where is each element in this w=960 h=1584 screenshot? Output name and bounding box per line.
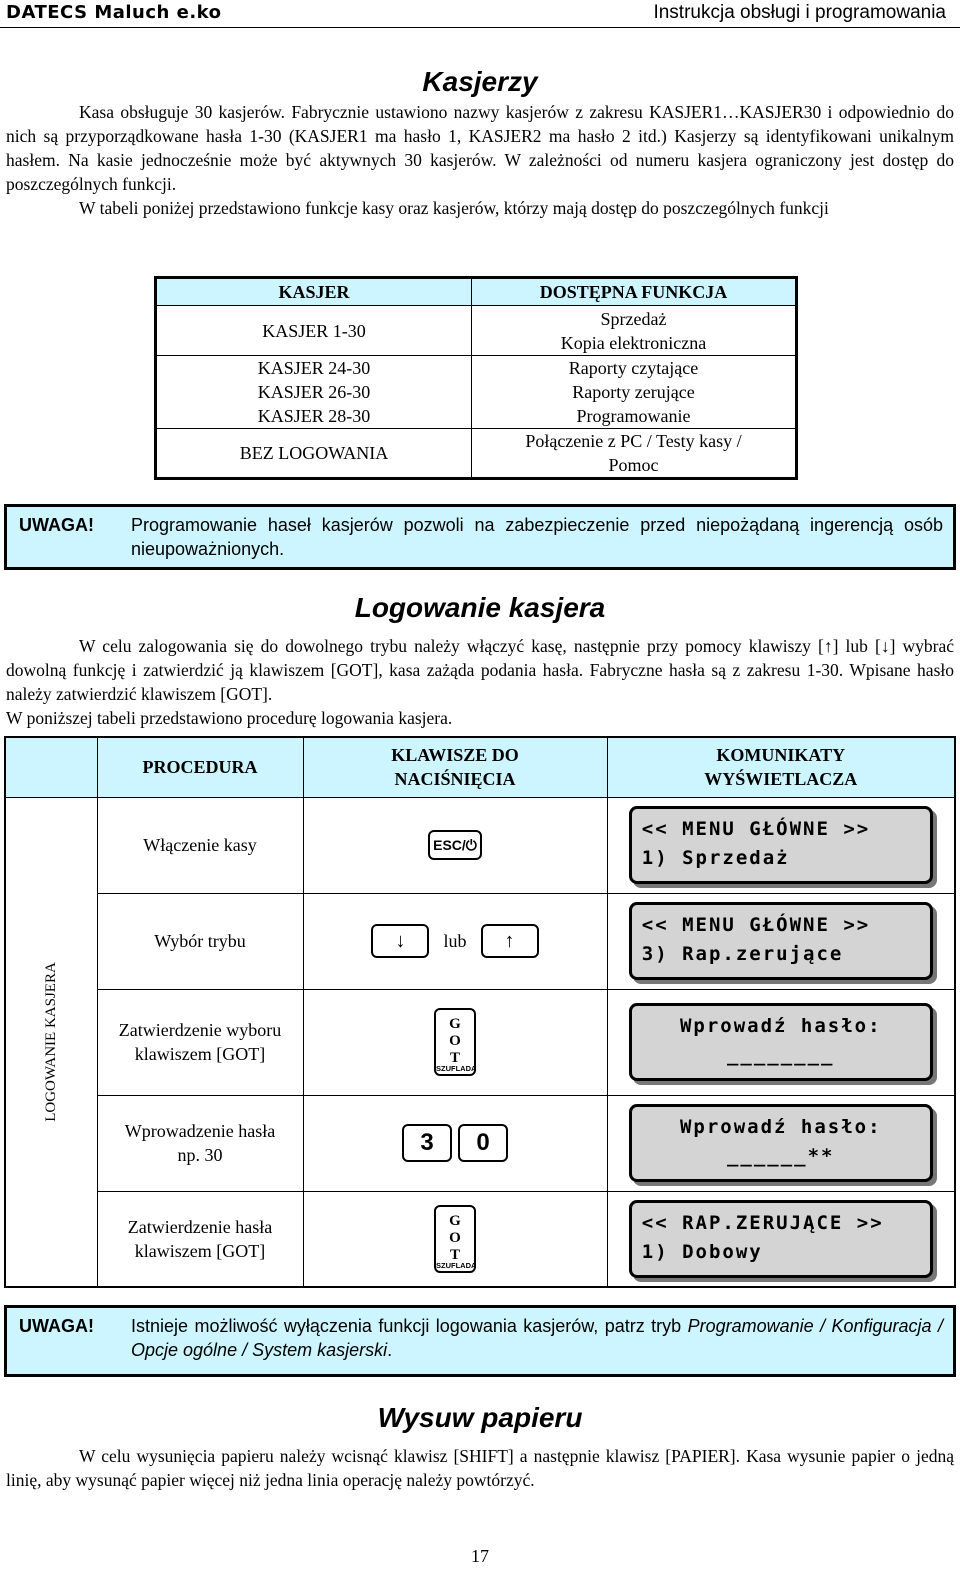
procedure-cell: Wybór trybu (97, 893, 303, 989)
table-row (156, 356, 797, 381)
table-row (5, 989, 955, 1095)
cashier-cell: BEZ LOGOWANIA (156, 429, 472, 479)
procedure-cell: Wprowadzenie hasła np. 30 (97, 1095, 303, 1191)
procedure-cell: Zatwierdzenie hasła klawiszem [GOT] (97, 1191, 303, 1287)
warning-note-2 (4, 1305, 956, 1377)
lcd-display: << MENU GŁÓWNE >> 3) Rap.zerujące (629, 902, 933, 980)
display-cell (607, 1095, 955, 1191)
keys-cell (303, 1095, 607, 1191)
keys-cell (303, 893, 607, 989)
warning-text: Programowanie haseł kasjerów pozwoli na zabezpieczenie przed niepożądaną ingerencją osób nieupoważnionych. (131, 515, 943, 559)
paragraph: Kasa obsługuje 30 kasjerów. Fabrycznie ustawiono nazwy kasjerów z zakresu KASJER1…KASJER30 i odpowiednio do nich są przyporządkowane hasła 1-30 (KASJER1 ma hasło 1, KASJER2 ma hasło 2 itd.) Kasjerzy są identyfikowani unikalnym hasłem. Na kasie jednocześnie może być aktywnych 30 kasjerów. W zależności od numeru kasjera ograniczony jest dostęp do poszczególnych funkcji. (6, 102, 954, 194)
side-label-cell (5, 797, 97, 1287)
display-cell (607, 893, 955, 989)
wysuw-text (6, 1444, 954, 1492)
arrow-down-key: ↓ (371, 924, 429, 958)
digit-0-key: 0 (458, 1124, 508, 1162)
lcd-display: Wprowadź hasło: ______** (629, 1104, 933, 1182)
lcd-display: << MENU GŁÓWNE >> 1) Sprzedaż (629, 806, 933, 884)
esc-power-key: ESC/⏻ (428, 830, 482, 860)
display-cell (607, 1191, 955, 1287)
page-number: 17 (471, 1546, 489, 1566)
column-header: KASJER (156, 278, 472, 306)
logowanie-text (6, 634, 954, 730)
or-label: lub (443, 931, 467, 951)
function-cell: Raporty czytające (472, 356, 797, 381)
table-row (156, 380, 797, 404)
table-row (156, 429, 797, 479)
table-row (5, 893, 955, 989)
keys-cell (303, 989, 607, 1095)
paragraph: W tabeli poniżej przedstawiono funkcje kasy oraz kasjerów, którzy mają dostęp do poszczególnych funkcji (79, 198, 829, 218)
table-row (156, 306, 797, 356)
lcd-display: Wprowadź hasło: ________ (629, 1003, 933, 1081)
paragraph: W celu zalogowania się do dowolnego trybu należy włączyć kasę, następnie przy pomocy klawiszy [↑] lub [↓] wybrać dowolną funkcję i zatwierdzić ją klawiszem [GOT], kasa zażąda podania hasła. Fabryczne hasła są z zakresu 1-30. Wpisane hasło należy zatwierdzić klawiszem [GOT]. (6, 636, 954, 704)
column-header-keys: KLAWISZE DO NACIŚNIĘCIA (303, 737, 607, 797)
warning-text: Istnieje możliwość wyłączenia funkcji logowania kasjerów, patrz tryb Programowanie / Konfiguracja / Opcje ogólne / System kasjerski. (131, 1316, 943, 1360)
function-cell: Sprzedaż Kopia elektroniczna (472, 306, 797, 356)
warning-label: UWAGA! (19, 515, 94, 535)
got-key: G O T SZUFLADA (434, 1008, 476, 1076)
column-header: DOSTĘPNA FUNKCJA (472, 278, 797, 306)
display-cell (607, 989, 955, 1095)
cashier-cell: KASJER 24-30 (156, 356, 472, 381)
kasjerzy-text (6, 100, 954, 220)
login-procedure-table (4, 736, 956, 1288)
paragraph: W celu wysunięcia papieru należy wcisnąć klawisz [SHIFT] a następnie klawisz [PAPIER]. Kasa wysunie papier o jedną linię, aby wysunąć papier więcej niż jedna linia operację należy powtórzyć. (6, 1446, 954, 1490)
display-cell (607, 797, 955, 893)
section-title-logowanie: Logowanie kasjera (354, 592, 606, 623)
procedure-cell: Włączenie kasy (97, 797, 303, 893)
function-cell: Raporty zerujące (472, 380, 797, 404)
cashier-cell: KASJER 28-30 (156, 404, 472, 429)
cashier-cell: KASJER 26-30 (156, 380, 472, 404)
warning-note-1 (4, 504, 956, 570)
header-title: Instrukcja obsługi i programowania (653, 2, 946, 23)
digit-3-key: 3 (402, 1124, 452, 1162)
paragraph: W poniższej tabeli przedstawiono procedurę logowania kasjera. (6, 708, 453, 728)
cashier-cell: KASJER 1-30 (156, 306, 472, 356)
lcd-display: << RAP.ZERUJĄCE >> 1) Dobowy (629, 1200, 933, 1278)
got-key: G O T SZUFLADA (434, 1205, 476, 1273)
function-cell: Połączenie z PC / Testy kasy / Pomoc (472, 429, 797, 479)
table-row (5, 797, 955, 893)
side-label: LOGOWANIE KASJERA (43, 961, 60, 1122)
keys-cell (303, 797, 607, 893)
column-header-procedure: PROCEDURA (97, 737, 303, 797)
table-row (156, 404, 797, 429)
page-header (0, 0, 960, 28)
section-title-kasjerzy: Kasjerzy (422, 66, 538, 97)
function-cell: Programowanie (472, 404, 797, 429)
column-header-display: KOMUNIKATY WYŚWIETLACZA (607, 737, 955, 797)
section-title-wysuw: Wysuw papieru (377, 1402, 583, 1433)
arrow-up-key: ↑ (481, 924, 539, 958)
table-row (5, 1191, 955, 1287)
keys-cell (303, 1191, 607, 1287)
warning-label: UWAGA! (19, 1316, 94, 1336)
header-empty-cell (5, 737, 97, 797)
table-row (5, 1095, 955, 1191)
procedure-cell: Zatwierdzenie wyboru klawiszem [GOT] (97, 989, 303, 1095)
cashier-functions-table (154, 276, 798, 480)
brand-logo: DATECS Maluch e.ko (6, 2, 222, 23)
